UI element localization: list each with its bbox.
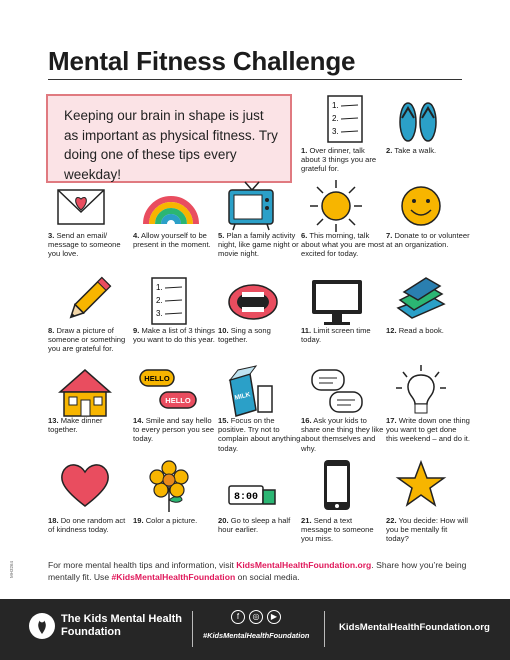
carton-label: MILK (234, 391, 252, 402)
alarm-clock-icon (221, 458, 283, 516)
tip-2: 2. Take a walk. (386, 146, 437, 155)
tip-17: 17. Write down one thing you want to get done this weekend – and do it. (386, 416, 471, 444)
svg-text:1.: 1. (156, 283, 163, 292)
sun-icon (305, 178, 367, 236)
website-link[interactable]: KidsMentalHealthFoundation.org (236, 560, 372, 570)
svg-text:2.: 2. (156, 296, 163, 305)
tip-6: 6. This morning, talk about what you are most excited for today. (301, 231, 385, 259)
tip-18: 18. Do one random act of kindness today. (48, 516, 126, 535)
rainbow-icon (140, 180, 202, 238)
divider (324, 611, 325, 647)
document-code: MH3264 (9, 560, 14, 578)
star-icon (390, 456, 452, 514)
flower-icon (138, 456, 200, 514)
svg-text:1.: 1. (332, 101, 339, 110)
flip-flops-icon (386, 94, 448, 152)
books-icon (390, 272, 452, 330)
pencil-icon (56, 272, 118, 330)
tip-1: 1. Over dinner, talk about 3 things you are grateful for. (301, 146, 377, 174)
tip-22: 22. You decide: How will you be mentally fit today? (386, 516, 468, 544)
heart-icon (54, 456, 116, 514)
smartphone-icon (306, 456, 368, 514)
tip-8: 8. Draw a picture of someone or something you are grateful for. (48, 326, 126, 354)
computer-monitor-icon (306, 274, 368, 332)
svg-text:3.: 3. (332, 127, 339, 136)
light-bulb-icon (390, 364, 452, 422)
tip-4: 4. Allow yourself to be present in the moment. (133, 231, 211, 250)
footer-url[interactable]: KidsMentalHealthFoundation.org (339, 622, 490, 633)
svg-text:3.: 3. (156, 309, 163, 318)
tip-20: 20. Go to sleep a half hour earlier. (218, 516, 291, 535)
chat-bubbles-icon (306, 364, 368, 422)
television-icon (221, 178, 283, 236)
clock-display: 8:00 (233, 492, 259, 503)
hashtag-link[interactable]: #KidsMentalHealthFoundation (111, 571, 236, 582)
foundation-logo-icon (28, 612, 56, 640)
instagram-icon[interactable]: ◎ (249, 610, 263, 624)
intro-box: Keeping our brain in shape is just as important as physical fitness. Try doing one of these tips every weekday! (46, 94, 292, 183)
tip-15: 15. Focus on the positive. Try not to complain about anything today. (218, 416, 301, 453)
tip-11: 11. Limit screen time today. (301, 326, 371, 345)
tip-10: 10. Sing a song together. (218, 326, 271, 345)
singing-mouth-icon (222, 274, 284, 332)
facebook-icon[interactable]: f (231, 610, 245, 624)
footer-bar (0, 599, 510, 660)
house-icon (54, 364, 116, 422)
hello-bubble-1: HELLO (144, 374, 170, 383)
hello-bubbles-icon (138, 364, 200, 422)
svg-text:2.: 2. (332, 114, 339, 123)
tip-16: 16. Ask your kids to share one thing they like about themselves and why. (301, 416, 384, 453)
footer-hashtag: #KidsMentalHealthFoundation (203, 631, 310, 640)
tip-7: 7. Donate to or volunteer at an organization. (386, 231, 470, 250)
tip-19: 19. Color a picture. (133, 516, 198, 525)
numbered-list-icon (316, 94, 378, 152)
divider (192, 611, 193, 647)
tip-13: 13. Make dinner together. (48, 416, 103, 435)
envelope-heart-icon (52, 180, 114, 238)
youtube-icon[interactable]: ▶ (267, 610, 281, 624)
tip-21: 21. Send a text message to someone you miss. (301, 516, 374, 544)
numbered-list-icon (140, 274, 202, 332)
title-divider (48, 79, 462, 80)
foundation-name: The Kids Mental Health Foundation (61, 613, 183, 638)
page-title: Mental Fitness Challenge (48, 46, 356, 76)
tip-14: 14. Smile and say hello to every person you see today. (133, 416, 215, 444)
tip-9: 9. Make a list of 3 things you want to do this year. (133, 326, 215, 345)
milk-glass-icon (220, 364, 282, 422)
social-links (231, 610, 281, 624)
tip-12: 12. Read a book. (386, 326, 444, 335)
tip-5: 5. Plan a family activity night, like game night or movie night. (218, 231, 299, 259)
tip-3: 3. Send an email/ message to someone you love. (48, 231, 121, 259)
smiley-face-icon (390, 180, 452, 238)
hello-bubble-2: HELLO (165, 396, 191, 405)
footer-info: For more mental health tips and information, visit KidsMentalHealthFoundation.org. Share how you’re being mentally fit. Use #KidsMentalHealthFoundation on social media. (48, 560, 467, 582)
